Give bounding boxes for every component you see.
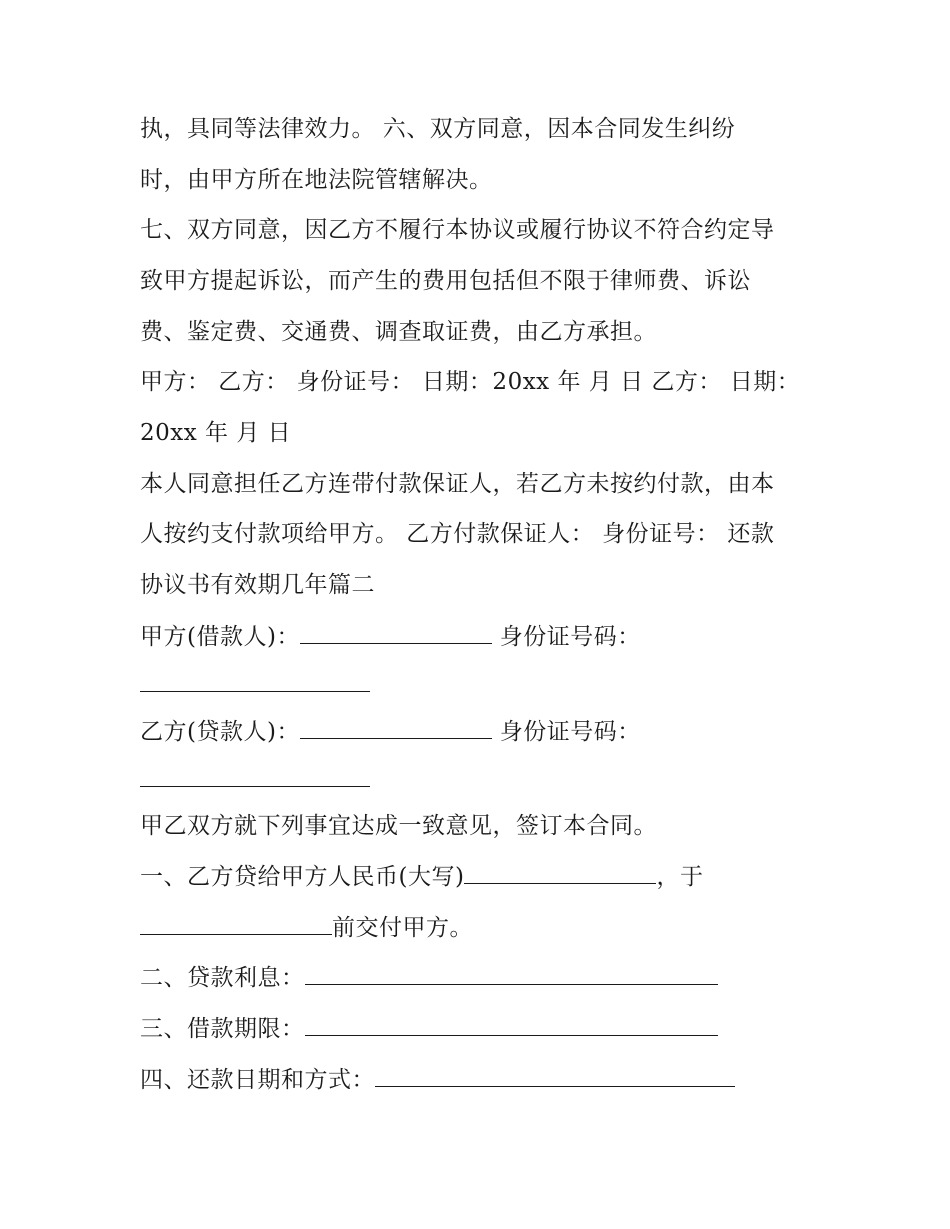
guarantor-line-1: 本人同意担任乙方连带付款保证人，若乙方未按约付款，由本	[140, 471, 775, 497]
clause-1-row	[140, 861, 703, 892]
party-b-id-blank	[140, 785, 370, 787]
guarantor-line-2: 人按约支付款项给甲方。 乙方付款保证人： 身份证号： 还款	[140, 521, 775, 547]
clause-3-label: 三、借款期限：	[140, 1016, 305, 1042]
clause-3-row	[140, 1013, 718, 1044]
party-a-id-label: 身份证号码：	[499, 624, 641, 650]
party-a-label: 甲方(借款人)：	[140, 624, 300, 650]
clause-1-continuation	[140, 912, 473, 943]
text-line-1: 执，具同等法律效力。 六、双方同意，因本合同发生纠纷	[140, 116, 736, 142]
clause-2-blank	[305, 962, 718, 985]
party-a-id-blank	[140, 690, 370, 692]
text-line-5: 费、鉴定费、交通费、调查取证费，由乙方承担。	[140, 319, 657, 345]
text-line-3: 七、双方同意，因乙方不履行本协议或履行协议不符合约定导	[140, 217, 775, 243]
party-b-id-label: 身份证号码：	[499, 719, 641, 745]
clause-3-blank	[305, 1013, 718, 1036]
text-line-2: 时，由甲方所在地法院管辖解决。	[140, 167, 493, 193]
clause-1-prefix: 一、乙方贷给甲方人民币(大写)	[140, 864, 465, 890]
clause-2-row	[140, 962, 718, 993]
clause-1-middle: ，于	[656, 864, 704, 890]
agreement-intro: 甲乙双方就下列事宜达成一致意见，签订本合同。	[140, 813, 657, 839]
party-b-row	[140, 716, 641, 747]
clause-4-label: 四、还款日期和方式：	[140, 1067, 375, 1093]
clause-1-suffix: 前交付甲方。	[332, 915, 473, 941]
signature-line: 甲方： 乙方： 身份证号： 日期：20xx 年 月 日 乙方： 日期：	[140, 369, 801, 395]
clause-1-amount-blank	[464, 861, 656, 884]
party-b-name-blank	[300, 716, 492, 739]
party-a-name-blank	[300, 621, 492, 644]
clause-1-date-blank	[140, 912, 332, 935]
clause-4-blank	[375, 1064, 735, 1087]
clause-2-label: 二、贷款利息：	[140, 965, 305, 991]
section-heading: 协议书有效期几年篇二	[140, 572, 375, 598]
clause-4-row	[140, 1064, 735, 1095]
party-b-label: 乙方(贷款人)：	[140, 719, 300, 745]
text-line-4: 致甲方提起诉讼，而产生的费用包括但不限于律师费、诉讼	[140, 268, 751, 294]
party-a-row	[140, 621, 641, 652]
signature-date-line: 20xx 年 月 日	[140, 420, 292, 446]
